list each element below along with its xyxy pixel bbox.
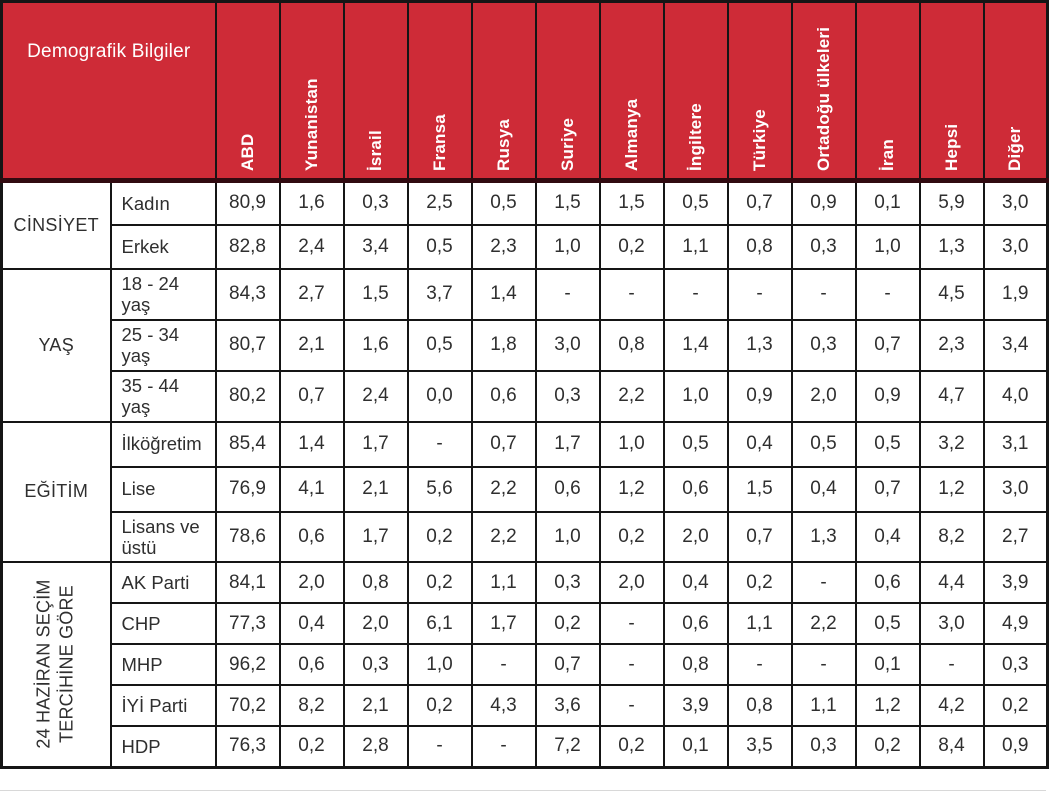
data-cell: 0,6 — [472, 371, 536, 422]
data-cell: 1,7 — [536, 422, 600, 467]
data-cell: 0,2 — [728, 562, 792, 603]
data-cell: 1,2 — [856, 685, 920, 726]
data-cell: 1,5 — [600, 181, 664, 225]
table-row — [2, 562, 1048, 603]
data-cell: - — [408, 726, 472, 767]
data-cell: 3,0 — [984, 467, 1048, 512]
group-label: EĞİTİM — [24, 481, 89, 502]
column-header-label: Suriye — [557, 117, 577, 171]
column-header — [856, 2, 920, 181]
table-row — [2, 181, 1048, 225]
data-cell: - — [856, 269, 920, 320]
row-label: AK Parti — [111, 562, 216, 603]
data-cell: 1,5 — [536, 181, 600, 225]
data-cell: 4,5 — [920, 269, 984, 320]
table-body — [2, 181, 1048, 768]
data-cell: 2,0 — [600, 562, 664, 603]
data-cell: 1,1 — [664, 225, 728, 269]
data-cell: - — [472, 644, 536, 685]
data-cell: 0,5 — [856, 422, 920, 467]
data-cell: 82,8 — [216, 225, 280, 269]
data-cell: 0,1 — [664, 726, 728, 767]
table-row — [2, 726, 1048, 767]
data-cell: 0,5 — [856, 603, 920, 644]
data-cell: 0,3 — [792, 726, 856, 767]
data-cell: 1,4 — [280, 422, 344, 467]
column-header-label: İngiltere — [685, 102, 705, 171]
data-cell: - — [792, 269, 856, 320]
data-cell: 0,3 — [344, 644, 408, 685]
data-cell: 2,0 — [664, 512, 728, 563]
data-cell: 2,0 — [792, 371, 856, 422]
data-cell: 0,2 — [408, 512, 472, 563]
data-cell: 1,5 — [728, 467, 792, 512]
data-cell: 96,2 — [216, 644, 280, 685]
table-row — [2, 603, 1048, 644]
column-header — [664, 2, 728, 181]
group-label-cell — [2, 181, 111, 269]
data-cell: - — [536, 269, 600, 320]
row-label: 35 - 44 yaş — [111, 371, 216, 422]
column-header — [216, 2, 280, 181]
data-cell: - — [792, 562, 856, 603]
data-cell: 8,4 — [920, 726, 984, 767]
column-header — [920, 2, 984, 181]
data-cell: 0,3 — [344, 181, 408, 225]
data-cell: 2,1 — [280, 320, 344, 371]
data-cell: 2,7 — [280, 269, 344, 320]
data-cell: 1,8 — [472, 320, 536, 371]
data-cell: 4,0 — [984, 371, 1048, 422]
row-label: 25 - 34 yaş — [111, 320, 216, 371]
data-cell: - — [792, 644, 856, 685]
data-cell: 2,2 — [792, 603, 856, 644]
column-header-label: Türkiye — [749, 108, 769, 171]
data-cell: 0,4 — [792, 467, 856, 512]
data-cell: 1,6 — [344, 320, 408, 371]
data-cell: 1,1 — [792, 685, 856, 726]
data-cell: 0,6 — [280, 644, 344, 685]
data-cell: - — [600, 685, 664, 726]
data-cell: 0,2 — [984, 685, 1048, 726]
data-cell: - — [664, 269, 728, 320]
data-cell: 77,3 — [216, 603, 280, 644]
data-cell: 3,0 — [984, 181, 1048, 225]
column-header — [280, 2, 344, 181]
data-cell: 0,3 — [536, 371, 600, 422]
data-cell: 2,2 — [472, 467, 536, 512]
data-cell: 3,5 — [728, 726, 792, 767]
data-cell: 1,5 — [344, 269, 408, 320]
data-cell: 0,6 — [664, 603, 728, 644]
data-cell: 0,3 — [792, 225, 856, 269]
data-cell: - — [728, 269, 792, 320]
group-label-cell — [2, 422, 111, 563]
data-cell: 76,3 — [216, 726, 280, 767]
column-header — [344, 2, 408, 181]
data-cell: 0,2 — [600, 225, 664, 269]
data-cell: 1,0 — [664, 371, 728, 422]
data-cell: 84,1 — [216, 562, 280, 603]
column-header-label: ABD — [237, 133, 257, 171]
data-cell: 0,5 — [408, 225, 472, 269]
data-cell: 1,7 — [344, 512, 408, 563]
data-cell: 2,1 — [344, 467, 408, 512]
data-cell: 4,3 — [472, 685, 536, 726]
data-cell: 78,6 — [216, 512, 280, 563]
data-cell: 4,4 — [920, 562, 984, 603]
data-cell: 2,7 — [984, 512, 1048, 563]
column-header — [792, 2, 856, 181]
data-cell: 2,3 — [472, 225, 536, 269]
data-cell: 0,7 — [728, 181, 792, 225]
data-cell: 0,2 — [856, 726, 920, 767]
table-row — [2, 225, 1048, 269]
data-cell: 0,9 — [856, 371, 920, 422]
data-cell: 1,9 — [984, 269, 1048, 320]
data-cell: 84,3 — [216, 269, 280, 320]
data-cell: - — [600, 603, 664, 644]
data-cell: 0,9 — [984, 726, 1048, 767]
data-cell: 3,1 — [984, 422, 1048, 467]
column-header — [408, 2, 472, 181]
table-title: Demografik Bilgiler — [27, 41, 191, 62]
data-cell: 1,0 — [408, 644, 472, 685]
data-cell: 1,0 — [600, 422, 664, 467]
data-cell: 80,9 — [216, 181, 280, 225]
data-cell: 1,1 — [728, 603, 792, 644]
data-cell: 1,3 — [728, 320, 792, 371]
row-label: Erkek — [111, 225, 216, 269]
data-cell: 4,2 — [920, 685, 984, 726]
data-cell: 85,4 — [216, 422, 280, 467]
column-header-label: Rusya — [493, 118, 513, 171]
column-header-label: Almanya — [621, 98, 641, 171]
data-cell: 0,5 — [408, 320, 472, 371]
data-cell: 0,5 — [792, 422, 856, 467]
group-label-cell — [2, 269, 111, 422]
data-cell: 76,9 — [216, 467, 280, 512]
table-row — [2, 371, 1048, 422]
group-label: 24 HAZİRAN SEÇİM TERCİHİNE GÖRE — [33, 579, 78, 749]
data-cell: 70,2 — [216, 685, 280, 726]
data-cell: 2,0 — [280, 562, 344, 603]
data-cell: 4,9 — [984, 603, 1048, 644]
column-header-label: Diğer — [1005, 126, 1025, 171]
data-cell: 2,2 — [472, 512, 536, 563]
data-cell: - — [600, 269, 664, 320]
row-label: Lise — [111, 467, 216, 512]
data-cell: 0,3 — [536, 562, 600, 603]
column-header-label: İsrail — [365, 129, 385, 171]
column-header-label: İran — [877, 138, 897, 171]
data-cell: 2,1 — [344, 685, 408, 726]
data-cell: - — [408, 422, 472, 467]
data-cell: - — [472, 726, 536, 767]
data-cell: 1,1 — [472, 562, 536, 603]
table-row — [2, 422, 1048, 467]
data-cell: 0,8 — [664, 644, 728, 685]
data-cell: 3,0 — [920, 603, 984, 644]
data-cell: 1,7 — [344, 422, 408, 467]
row-label: İYİ Parti — [111, 685, 216, 726]
data-cell: - — [600, 644, 664, 685]
data-cell: 0,9 — [792, 181, 856, 225]
data-cell: 0,5 — [664, 181, 728, 225]
data-cell: 0,8 — [344, 562, 408, 603]
column-header — [984, 2, 1048, 181]
data-cell: 0,7 — [856, 467, 920, 512]
data-cell: 0,3 — [792, 320, 856, 371]
column-header-label: Yunanistan — [301, 77, 321, 171]
data-cell: 0,8 — [728, 685, 792, 726]
table-row — [2, 269, 1048, 320]
data-cell: 1,4 — [472, 269, 536, 320]
data-cell: 2,4 — [344, 371, 408, 422]
group-label-cell — [2, 562, 111, 767]
data-cell: 80,7 — [216, 320, 280, 371]
header-row — [2, 2, 1048, 181]
data-cell: 0,7 — [472, 422, 536, 467]
group-label: CİNSİYET — [13, 214, 99, 235]
data-cell: 2,8 — [344, 726, 408, 767]
table-row — [2, 685, 1048, 726]
data-cell: 3,0 — [536, 320, 600, 371]
data-cell: 0,3 — [984, 644, 1048, 685]
data-cell: 3,9 — [984, 562, 1048, 603]
data-cell: 5,9 — [920, 181, 984, 225]
data-cell: 3,7 — [408, 269, 472, 320]
data-cell: 0,2 — [600, 726, 664, 767]
data-cell: 1,0 — [536, 225, 600, 269]
row-label: MHP — [111, 644, 216, 685]
row-label: Kadın — [111, 181, 216, 225]
data-cell: 7,2 — [536, 726, 600, 767]
data-cell: 2,0 — [344, 603, 408, 644]
column-header — [536, 2, 600, 181]
data-cell: 1,3 — [920, 225, 984, 269]
table-title-cell — [2, 2, 216, 181]
column-header-label: Hepsi — [941, 123, 961, 171]
data-cell: 3,0 — [984, 225, 1048, 269]
data-cell: 0,8 — [728, 225, 792, 269]
data-cell: 2,3 — [920, 320, 984, 371]
data-cell: 1,2 — [600, 467, 664, 512]
data-cell: 3,9 — [664, 685, 728, 726]
table-row — [2, 467, 1048, 512]
data-cell: 0,7 — [728, 512, 792, 563]
data-cell: - — [920, 644, 984, 685]
data-cell: 2,4 — [280, 225, 344, 269]
data-cell: 0,6 — [856, 562, 920, 603]
data-cell: 4,7 — [920, 371, 984, 422]
data-cell: 0,2 — [408, 562, 472, 603]
data-cell: 0,4 — [856, 512, 920, 563]
data-cell: 1,7 — [472, 603, 536, 644]
table-row — [2, 644, 1048, 685]
data-cell: 3,6 — [536, 685, 600, 726]
data-cell: 0,7 — [536, 644, 600, 685]
row-label: 18 - 24 yaş — [111, 269, 216, 320]
data-cell: 0,6 — [664, 467, 728, 512]
column-header-label: Ortadoğu ülkeleri — [813, 26, 833, 171]
data-cell: 80,2 — [216, 371, 280, 422]
data-cell: 0,4 — [728, 422, 792, 467]
data-cell: 2,2 — [600, 371, 664, 422]
table-row — [2, 320, 1048, 371]
data-cell: 4,1 — [280, 467, 344, 512]
column-header — [600, 2, 664, 181]
data-cell: 8,2 — [920, 512, 984, 563]
data-cell: 1,6 — [280, 181, 344, 225]
data-cell: 1,0 — [536, 512, 600, 563]
data-cell: 3,4 — [344, 225, 408, 269]
data-cell: 0,7 — [280, 371, 344, 422]
data-cell: 1,4 — [664, 320, 728, 371]
table-header — [2, 2, 1048, 181]
data-cell: 0,6 — [536, 467, 600, 512]
row-label: İlköğretim — [111, 422, 216, 467]
column-header — [728, 2, 792, 181]
data-cell: 5,6 — [408, 467, 472, 512]
column-header-label: Fransa — [429, 113, 449, 171]
data-cell: 6,1 — [408, 603, 472, 644]
data-cell: 0,1 — [856, 181, 920, 225]
data-cell: 2,5 — [408, 181, 472, 225]
data-cell: 3,4 — [984, 320, 1048, 371]
data-cell: 0,9 — [728, 371, 792, 422]
data-cell: 0,8 — [600, 320, 664, 371]
data-cell: 0,2 — [600, 512, 664, 563]
data-cell: 0,2 — [280, 726, 344, 767]
group-label: YAŞ — [38, 334, 75, 355]
data-cell: 1,0 — [856, 225, 920, 269]
data-cell: 0,5 — [664, 422, 728, 467]
data-cell: 0,5 — [472, 181, 536, 225]
data-cell: 1,3 — [792, 512, 856, 563]
data-cell: 0,2 — [536, 603, 600, 644]
row-label: CHP — [111, 603, 216, 644]
row-label: Lisans ve üstü — [111, 512, 216, 563]
data-cell: 8,2 — [280, 685, 344, 726]
data-cell: 0,1 — [856, 644, 920, 685]
data-cell: 0,0 — [408, 371, 472, 422]
data-cell: 3,2 — [920, 422, 984, 467]
data-cell: 0,2 — [408, 685, 472, 726]
row-label: HDP — [111, 726, 216, 767]
data-cell: 0,4 — [280, 603, 344, 644]
data-cell: 1,2 — [920, 467, 984, 512]
column-header — [472, 2, 536, 181]
table-row — [2, 512, 1048, 563]
data-cell: 0,6 — [280, 512, 344, 563]
data-cell: 0,4 — [664, 562, 728, 603]
data-cell: - — [728, 644, 792, 685]
data-cell: 0,7 — [856, 320, 920, 371]
